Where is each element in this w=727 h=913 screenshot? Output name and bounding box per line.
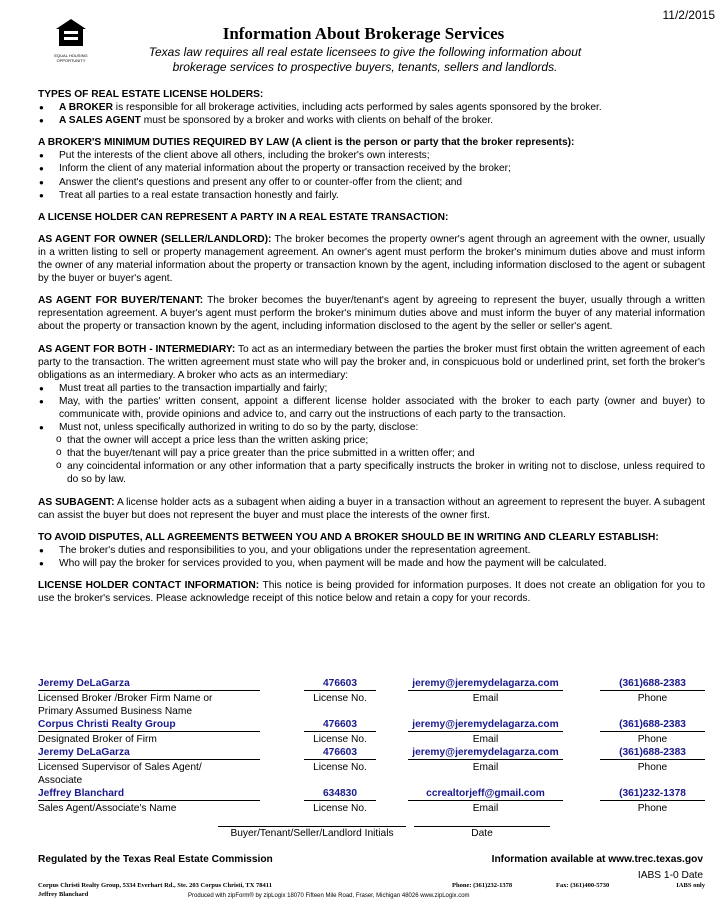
regulated-text: Regulated by the Texas Real Estate Commission (38, 854, 273, 865)
field-label: License No. (313, 734, 367, 745)
agent-phone-field[interactable]: (361)232-1378 (600, 788, 705, 801)
field-label: License No. (313, 693, 367, 704)
page-subtitle (120, 45, 610, 75)
subtitle-line-1: Texas law requires all real estate licensees to give the following information about (148, 45, 582, 59)
disclose-sublist (38, 434, 705, 486)
supervisor-license-field[interactable]: 476603 (304, 747, 376, 760)
broker-name-field[interactable]: Jeremy DeLaGarza (38, 678, 260, 691)
types-list (38, 101, 705, 127)
field-label: Email (472, 734, 499, 745)
equal-housing-text: EQUAL HOUSING OPPORTUNITY (54, 53, 88, 63)
designated-email-field[interactable]: jeremy@jeremydelagarza.com (408, 719, 563, 732)
disputes-heading: TO AVOID DISPUTES, ALL AGREEMENTS BETWEEN YOU AND A BROKER SHOULD BE IN WRITING AND CLEARLY ESTABLISH: (38, 531, 659, 543)
duties-list (38, 149, 705, 201)
table-row (38, 678, 705, 692)
list-item: o that the owner will accept a price less than the written asking price; (38, 434, 705, 447)
contact-info-paragraph: LICENSE HOLDER CONTACT INFORMATION: This notice is being provided for information purposes. It does not create an obligation for you to use the broker's services. Please acknowledge receipt of this notice below and retain a copy for your records. (38, 580, 705, 605)
table-row (38, 692, 705, 719)
footer-produced: Produced with zipForm® by zipLogix 18070 Fifteen Mile Road, Fraser, Michigan 48026 www.zipLogix.com (188, 893, 470, 899)
notice-body (38, 88, 705, 605)
intermediary-list (38, 382, 705, 487)
info-available-text: Information available at www.trec.texas.gov (491, 854, 703, 865)
list-item: ● Treat all parties to a real estate transaction honestly and fairly. (38, 189, 705, 202)
date-label: Date (471, 828, 493, 839)
duties-heading: A BROKER'S MINIMUM DUTIES REQUIRED BY LAW (A client is the person or party that the broker represents): (38, 137, 575, 149)
field-label: Licensed Broker /Broker Firm Name or Primary Assumed Business Name (38, 693, 213, 717)
table-row (38, 802, 705, 816)
field-label: Licensed Supervisor of Sales Agent/ Associate (38, 762, 202, 786)
field-label: Phone (637, 693, 668, 704)
owner-paragraph: AS AGENT FOR OWNER (SELLER/LANDLORD): The broker becomes the property owner's agent through an agreement with the owner, usually in a written listing to sell or property management agreement. An owner's agent must perform the broker's minimum duties above and must inform the owner of any material information about the property or transaction known by the agent, including information disclosed to the agent or subagent by the buyer or buyer's agent. (38, 233, 705, 285)
field-label: Email (472, 762, 499, 773)
list-item: o that the buyer/tenant will pay a price greater than the price submitted in a written offer; and (38, 447, 705, 460)
footer-fax: Fax: (361)400-5730 (556, 882, 610, 889)
field-label: Email (472, 803, 499, 814)
broker-license-field[interactable]: 476603 (304, 678, 376, 691)
list-item: ● Who will pay the broker for services provided to you, when payment will be made and how the payment will be calculated. (38, 557, 705, 570)
types-heading: TYPES OF REAL ESTATE LICENSE HOLDERS: (38, 89, 264, 100)
designated-broker-field[interactable]: Corpus Christi Realty Group (38, 719, 260, 732)
designated-phone-field[interactable]: (361)688-2383 (600, 719, 705, 732)
field-label: License No. (313, 762, 367, 773)
table-row (38, 788, 705, 802)
designated-license-field[interactable]: 476603 (304, 719, 376, 732)
subtitle-line-2: brokerage services to prospective buyers, tenants, sellers and landlords. (172, 60, 558, 74)
form-code: IABS 1-0 Date (637, 870, 703, 881)
list-item: ● Must treat all parties to the transaction impartially and fairly; (38, 382, 705, 395)
agent-license-field[interactable]: 634830 (304, 788, 376, 801)
subagent-paragraph: AS SUBAGENT: A license holder acts as a subagent when aiding a buyer in a transaction without an agreement to represent the buyer. A subagent can assist the buyer but does not represent the buyer and must place the interests of the owner first. (38, 496, 705, 521)
footer-phone: Phone: (361)232-1378 (452, 882, 513, 889)
field-label: License No. (313, 803, 367, 814)
list-item: ● The broker's duties and responsibilities to you, and your obligations under the representation agreement. (38, 544, 705, 557)
field-label: Phone (637, 734, 668, 745)
initials-label: Buyer/Tenant/Seller/Landlord Initials (230, 828, 394, 839)
intermediary-paragraph: AS AGENT FOR BOTH - INTERMEDIARY: To act as an intermediary between the parties the broker must first obtain the written agreement of each party to the transaction. The written agreement must state who will pay the broker and, in conspicuous bold or underlined print, set forth the broker's obligations as an intermediary. A broker who acts as an intermediary: (38, 343, 705, 381)
footer-agent: Jeffrey Blanchard (38, 891, 89, 898)
list-item: ● May, with the parties' written consent, appoint a different license holder associated with the broker to each party (owner and buyer) to communicate with, provide opinions and advice to, and carry out the instructions of each party to the transaction. (38, 395, 705, 421)
list-item: o any coincidental information or any other information that a party specifically instructs the broker in writing not to disclose, unless required to do so by law. (38, 460, 705, 486)
field-label: Phone (637, 762, 668, 773)
agent-email-field[interactable]: ccrealtorjeff@gmail.com (408, 788, 563, 801)
field-label: Sales Agent/Associate's Name (38, 803, 177, 814)
table-row (38, 719, 705, 733)
represent-heading: A LICENSE HOLDER CAN REPRESENT A PARTY IN A REAL ESTATE TRANSACTION: (38, 211, 449, 223)
date-line[interactable] (414, 826, 550, 827)
table-row (38, 747, 705, 761)
footer-iabs: IABS only (676, 882, 705, 889)
field-label: Phone (637, 803, 668, 814)
list-item: ● A BROKER is responsible for all brokerage activities, including acts performed by sales agents sponsored by the broker. (38, 101, 705, 114)
list-item: ● Answer the client's questions and present any offer to or counter-offer from the client; and (38, 176, 705, 189)
supervisor-phone-field[interactable]: (361)688-2383 (600, 747, 705, 760)
initials-line[interactable] (218, 826, 406, 827)
broker-email-field[interactable]: jeremy@jeremydelagarza.com (408, 678, 563, 691)
page-title: Information About Brokerage Services (222, 24, 505, 43)
list-item: ● Put the interests of the client above all others, including the broker's own interests; (38, 149, 705, 162)
supervisor-name-field[interactable]: Jeremy DeLaGarza (38, 747, 260, 760)
buyer-paragraph: AS AGENT FOR BUYER/TENANT: The broker becomes the buyer/tenant's agent by agreeing to represent the buyer, usually through a written representation agreement. A buyer's agent must perform the broker's minimum duties above and must inform the buyer of any material information about the property or transaction known by the agent, including information disclosed to the agent by the seller or seller's agent. (38, 295, 705, 333)
table-row (38, 761, 705, 788)
document-date: 11/2/2015 (662, 8, 715, 22)
list-item: ● A SALES AGENT must be sponsored by a broker and works with clients on behalf of the broker. (38, 114, 705, 127)
disputes-list (38, 544, 705, 570)
contact-table (38, 678, 705, 816)
field-label: Designated Broker of Firm (38, 734, 157, 745)
broker-phone-field[interactable]: (361)688-2383 (600, 678, 705, 691)
list-item: ● Inform the client of any material information about the property or transaction received by the broker; (38, 162, 705, 175)
table-row (38, 733, 705, 747)
field-label: Email (472, 693, 499, 704)
list-item: ● Must not, unless specifically authorized in writing to do so by the party, disclose: o that the owner will accept a price less than the written asking price; o that the buyer/tenant will pay a price greater than the price submitted in a written offer; and o any coincidental information or any other information that a party specifically instructs the broker in writing not to disclose, unless required to do so by law. (38, 421, 705, 486)
footer-company: Corpus Christi Realty Group, 5334 Everhart Rd., Ste. 203 Corpus Christi, TX 78411 (38, 882, 272, 889)
agent-name-field[interactable]: Jeffrey Blanchard (38, 788, 260, 801)
supervisor-email-field[interactable]: jeremy@jeremydelagarza.com (408, 747, 563, 760)
